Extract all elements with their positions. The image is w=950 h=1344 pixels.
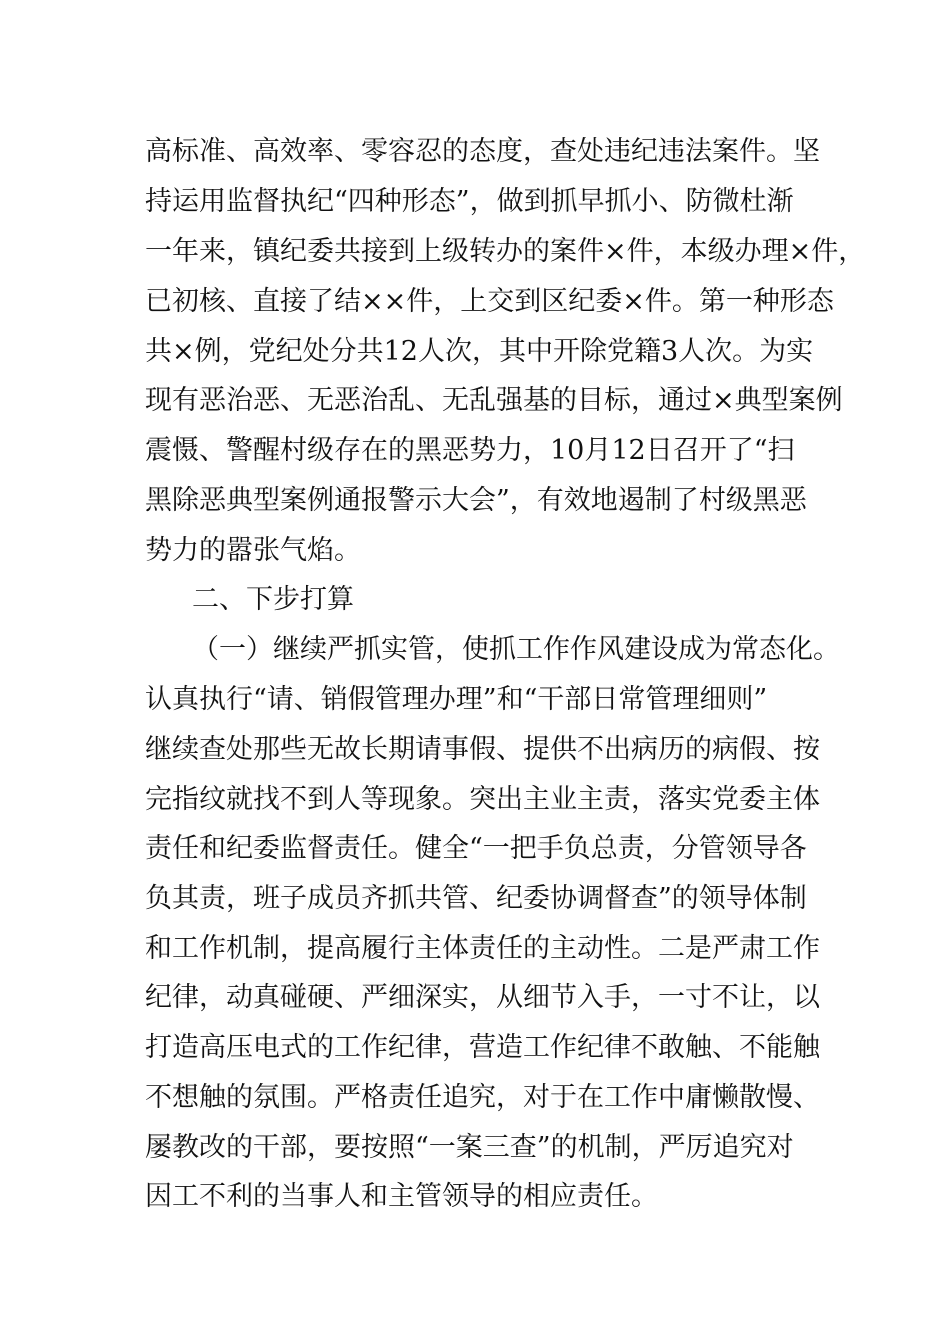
paragraph-line: 持运用监督执纪“四种形态”，做到抓早抓小、防微杜渐 bbox=[145, 186, 794, 217]
paragraph-line: 一年来，镇纪委共接到上级转办的案件×件，本级办理×件， bbox=[145, 236, 866, 267]
paragraph-line: 和工作机制，提高履行主体责任的主动性。二是严肃工作 bbox=[145, 933, 820, 964]
paragraph-line: 认真执行“请、销假管理办理”和“干部日常管理细则” bbox=[145, 684, 768, 715]
paragraph-line: 继续查处那些无故长期请事假、提供不出病历的病假、按 bbox=[145, 734, 820, 765]
paragraph-line: 现有恶治恶、无恶治乱、无乱强基的目标，通过×典型案例 bbox=[145, 385, 843, 416]
paragraph-line: 因工不利的当事人和主管领导的相应责任。 bbox=[145, 1181, 658, 1212]
paragraph-line: 完指纹就找不到人等现象。突出主业主责，落实党委主体 bbox=[145, 784, 820, 815]
paragraph-line: 屡教改的干部，要按照“一案三查”的机制，严厉追究对 bbox=[145, 1132, 794, 1163]
paragraph-line: 纪律，动真碰硬、严细深实，从细节入手，一寸不让，以 bbox=[145, 982, 820, 1013]
paragraph-line: 打造高压电式的工作纪律，营造工作纪律不敢触、不能触 bbox=[145, 1032, 820, 1063]
paragraph-line: 高标准、高效率、零容忍的态度，查处违纪违法案件。坚 bbox=[145, 136, 820, 167]
paragraph-line: 负其责，班子成员齐抓共管、纪委协调督查”的领导体制 bbox=[145, 883, 807, 914]
paragraph-line: 黑除恶典型案例通报警示大会”，有效地遏制了村级黑恶 bbox=[145, 485, 807, 516]
paragraph-line: 震慑、警醒村级存在的黑恶势力，10月12日召开了“扫 bbox=[145, 435, 795, 466]
section-heading: 二、下步打算 bbox=[192, 584, 354, 615]
paragraph-line: 共×例，党纪处分共12人次，其中开除党籍3人次。为实 bbox=[145, 336, 814, 367]
paragraph-line: 责任和纪委监督责任。健全“一把手负总责，分管领导各 bbox=[145, 833, 807, 864]
subsection-heading: （一）继续严抓实管，使抓工作作风建设成为常态化。 bbox=[192, 634, 840, 665]
paragraph-line: 势力的嚣张气焰。 bbox=[145, 535, 361, 566]
paragraph-line: 已初核、直接了结××件，上交到区纪委×件。第一种形态 bbox=[145, 286, 834, 317]
paragraph-line: 不想触的氛围。严格责任追究，对于在工作中庸懒散慢、 bbox=[145, 1082, 820, 1113]
